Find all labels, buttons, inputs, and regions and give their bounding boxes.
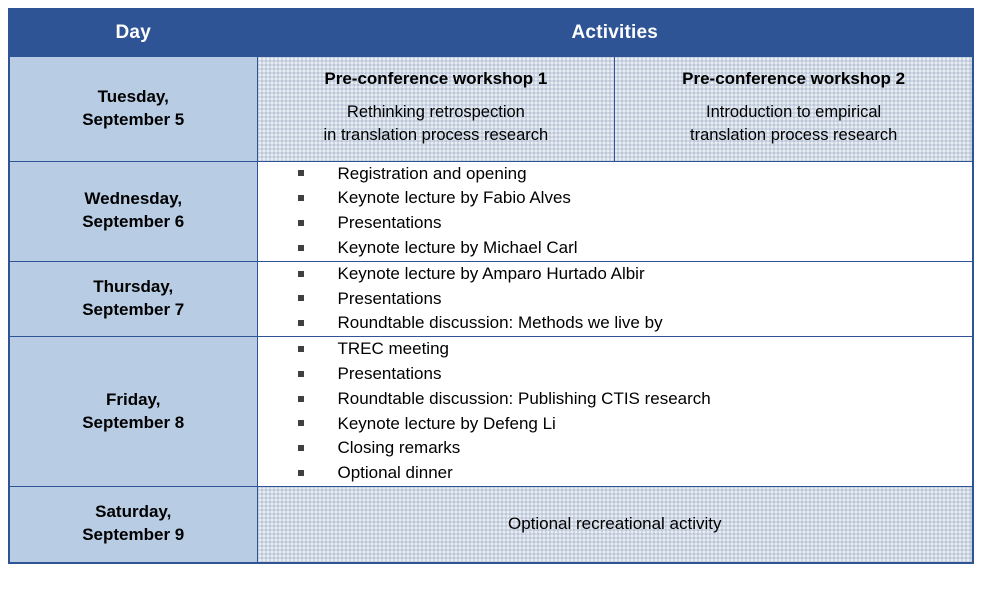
list-item-label: Keynote lecture by Fabio Alves [337, 188, 571, 208]
list-item [298, 262, 973, 287]
list-item-label: Keynote lecture by Amparo Hurtado Albir [337, 263, 645, 283]
day-line-2: September 6 [82, 212, 185, 232]
day-line-1: Thursday, [93, 277, 174, 297]
column-header-day: Day [9, 9, 257, 57]
day-cell-saturday [9, 487, 257, 563]
day-line-2: September 5 [82, 109, 185, 129]
activities-cell-friday [257, 337, 973, 487]
bullet-square-icon [298, 245, 304, 251]
activity-text-saturday: Optional recreational activity [507, 514, 722, 534]
list-item-label: Presentations [337, 364, 442, 384]
list-item-label: Optional dinner [337, 463, 453, 483]
bullet-square-icon [298, 170, 304, 176]
list-item [298, 362, 973, 387]
bullet-square-icon [298, 295, 304, 301]
table-row [9, 161, 973, 261]
workshop-2-desc-line-2: translation process research [689, 125, 898, 144]
workshop-1-desc-line-1: Rethinking retrospection [346, 103, 525, 121]
table-row [9, 261, 973, 336]
list-item [298, 162, 973, 187]
day-cell-wednesday [9, 161, 257, 261]
list-item [298, 412, 973, 437]
table-row [9, 487, 973, 563]
list-item-label: Registration and opening [337, 163, 527, 183]
day-cell-friday [9, 337, 257, 487]
activity-list-wednesday [258, 162, 973, 261]
bullet-square-icon [298, 195, 304, 201]
day-line-1: Saturday, [95, 502, 172, 522]
list-item-label: Keynote lecture by Michael Carl [337, 237, 578, 257]
workshops-grid [258, 57, 973, 161]
table-row [9, 57, 973, 162]
bullet-square-icon [298, 396, 304, 402]
activity-list-friday [258, 337, 973, 486]
day-line-2: September 7 [82, 300, 185, 319]
list-item [298, 436, 973, 461]
bullet-square-icon [298, 346, 304, 352]
bullet-square-icon [298, 445, 304, 451]
list-item [298, 287, 973, 312]
list-item-label: Keynote lecture by Defeng Li [337, 413, 556, 433]
day-cell-tuesday [9, 57, 257, 162]
table-row [9, 337, 973, 487]
bullet-square-icon [298, 320, 304, 326]
bullet-square-icon [298, 420, 304, 426]
day-line-2: September 9 [82, 525, 185, 545]
activities-cell-wednesday [257, 161, 973, 261]
table-header-row [9, 9, 973, 57]
list-item [298, 461, 973, 486]
list-item [298, 186, 973, 211]
bullet-square-icon [298, 220, 304, 226]
list-item-label: Roundtable discussion: Publishing CTIS research [337, 388, 711, 408]
list-item [298, 387, 973, 412]
column-header-activities: Activities [257, 9, 973, 57]
day-cell-thursday [9, 261, 257, 336]
workshop-1-title: Pre-conference workshop 1 [324, 69, 548, 88]
bullet-square-icon [298, 271, 304, 277]
bullet-square-icon [298, 371, 304, 377]
list-item [298, 211, 973, 236]
workshop-2-desc-line-1: Introduction to empirical [706, 103, 882, 121]
workshop-2-title: Pre-conference workshop 2 [682, 69, 906, 88]
list-item [298, 236, 973, 261]
list-item-label: Roundtable discussion: Methods we live by [337, 313, 663, 333]
list-item [298, 311, 973, 336]
activities-cell-saturday [257, 487, 973, 563]
day-line-1: Wednesday, [84, 189, 183, 209]
activity-list-thursday [258, 262, 973, 336]
day-line-1: Friday, [106, 389, 161, 409]
list-item-label: TREC meeting [337, 339, 449, 359]
activities-cell-tuesday [257, 57, 973, 162]
day-line-1: Tuesday, [97, 86, 169, 106]
list-item-label: Presentations [337, 213, 442, 233]
list-item-label: Presentations [337, 288, 442, 308]
workshop-2 [615, 57, 972, 161]
activities-cell-thursday [257, 261, 973, 336]
workshop-1-desc-line-2: in translation process research [323, 125, 549, 144]
workshop-1 [258, 57, 615, 161]
conference-schedule-table [8, 8, 974, 564]
list-item-label: Closing remarks [337, 438, 461, 458]
day-line-2: September 8 [82, 412, 185, 432]
list-item [298, 337, 973, 362]
bullet-square-icon [298, 470, 304, 476]
